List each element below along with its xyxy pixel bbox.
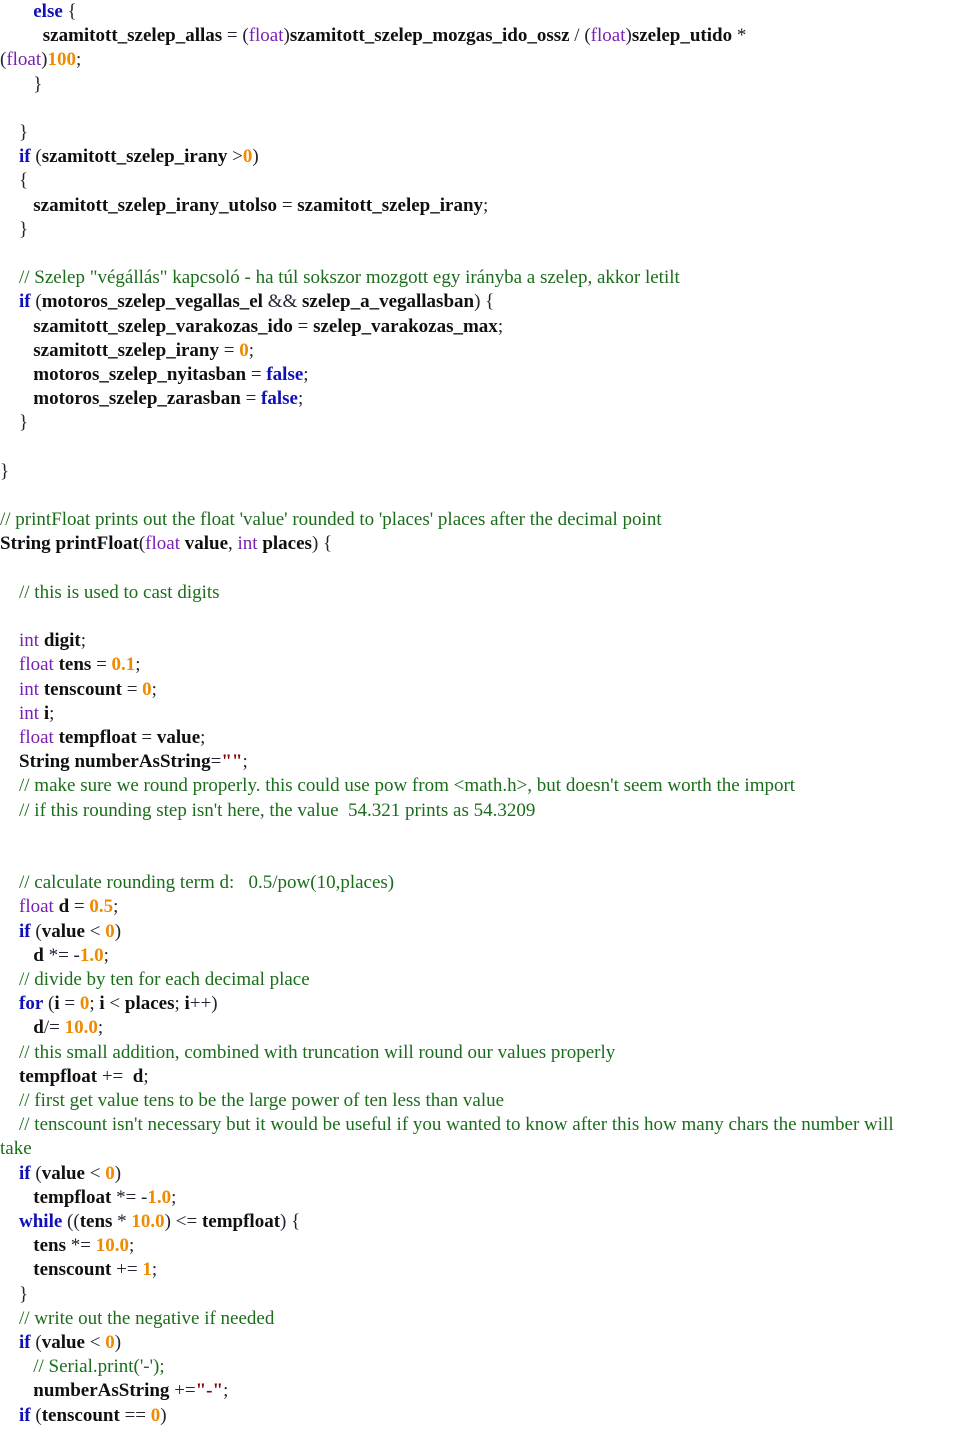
code-token-number-literal: 0: [239, 339, 249, 361]
code-token-comment: // this is used to cast digits: [0, 581, 220, 603]
code-token-keyword: false: [266, 364, 304, 385]
code-token-punctuation: ;: [89, 993, 100, 1015]
code-line: [0, 145, 960, 169]
code-token-punctuation: ): [114, 1332, 122, 1353]
code-token-number-literal: 0: [142, 678, 152, 700]
code-token-punctuation: *: [112, 1211, 132, 1232]
code-token-type-name: int: [19, 678, 40, 700]
code-token-identifier: szamitott_szelep_irany: [297, 194, 484, 216]
code-line: [0, 484, 960, 508]
code-token-indent: [0, 679, 19, 700]
code-token-indent: [0, 703, 19, 724]
code-line: [0, 895, 960, 919]
code-token-indent: [0, 1332, 19, 1353]
code-line: [0, 1113, 960, 1137]
code-token-identifier: i: [99, 993, 105, 1015]
code-line: [0, 557, 960, 581]
code-token-identifier: d: [132, 1065, 144, 1087]
code-token-identifier: tenscount: [43, 678, 122, 700]
code-token-identifier: value: [41, 1162, 85, 1184]
code-token-identifier: value: [41, 920, 85, 942]
code-line: [0, 290, 960, 314]
code-token-punctuation: (: [30, 146, 42, 168]
code-line: [0, 968, 960, 992]
code-token-punctuation: ;: [171, 1186, 177, 1208]
code-line: [0, 1379, 960, 1403]
code-line: [0, 339, 960, 363]
code-token-identifier: tens: [79, 1211, 113, 1232]
code-token-type-name: String: [19, 751, 70, 773]
code-line: [0, 1210, 960, 1234]
code-token-identifier: szamitott_szelep_allas: [42, 25, 223, 47]
code-token-punctuation: (: [43, 993, 55, 1015]
code-line: [0, 169, 960, 193]
code-token-punctuation: /=: [43, 1017, 65, 1039]
code-token-punctuation: ;: [483, 194, 489, 216]
code-token-number-literal: 0: [242, 146, 253, 168]
code-token-number-literal: 0: [150, 1404, 161, 1426]
code-token-comment: // if this rounding step isn't here, the value 54.321 prints as 54.3209: [0, 799, 536, 821]
code-token-identifier: tens: [58, 654, 92, 676]
code-token-type-name: float: [145, 533, 180, 555]
code-line: [0, 0, 960, 24]
code-token-punctuation: *= -: [111, 1186, 148, 1208]
code-token-punctuation: ;: [248, 339, 254, 361]
code-token-punctuation: <: [84, 1162, 106, 1184]
code-token-keyword: if: [19, 1404, 31, 1426]
code-token-identifier: szamitott_szelep_varakozas_ido: [33, 315, 293, 337]
code-token-punctuation: ) {: [474, 291, 495, 313]
code-token-comment: // printFloat prints out the float 'value' rounded to 'places' places after the decimal point: [0, 509, 662, 531]
code-token-identifier: motoros_szelep_vegallas_el: [41, 291, 263, 313]
code-token-type-name: int: [19, 630, 40, 652]
code-token-type-name: String: [0, 533, 51, 555]
code-token-indent: [0, 654, 19, 675]
code-token-indent: [0, 921, 19, 942]
code-token-punctuation: ;: [97, 1017, 104, 1039]
code-token-indent: [0, 1405, 19, 1426]
code-line: [0, 532, 960, 556]
code-token-punctuation: ;: [128, 1235, 135, 1257]
code-token-comment: // first get value tens to be the large power of ten less than value: [0, 1090, 505, 1111]
code-line: [0, 823, 960, 847]
code-token-identifier: szamitott_szelep_irany_utolso: [33, 194, 278, 216]
code-token-identifier: i: [184, 993, 190, 1015]
code-line: [0, 1137, 960, 1161]
code-line: [0, 1283, 960, 1307]
code-line: [0, 1234, 960, 1258]
code-token-punctuation: {: [62, 1, 77, 22]
code-token-identifier: szamitott_szelep_irany: [41, 146, 228, 168]
code-line: [0, 653, 960, 677]
code-token-identifier: places: [124, 993, 175, 1015]
code-token-punctuation: =: [246, 364, 267, 385]
code-token-identifier: value: [184, 533, 229, 555]
code-line: [0, 387, 960, 411]
code-line: [0, 363, 960, 387]
code-token-identifier: tempfloat: [58, 727, 137, 748]
code-token-number-literal: 1.0: [147, 1186, 172, 1208]
code-line: [0, 581, 960, 605]
code-token-indent: [0, 751, 19, 772]
code-line: [0, 73, 960, 97]
code-line: [0, 605, 960, 629]
code-line: [0, 97, 960, 121]
code-token-punctuation: ) <=: [164, 1211, 202, 1232]
code-line: [0, 218, 960, 242]
code-line: [0, 944, 960, 968]
code-token-punctuation: &&: [262, 291, 303, 313]
code-token-comment: // divide by ten for each decimal place: [0, 969, 310, 990]
code-token-indent: [0, 388, 33, 409]
code-token-punctuation: ,: [228, 533, 238, 555]
code-token-punctuation: *= -: [43, 944, 80, 966]
code-token-indent: [0, 1017, 33, 1038]
code-token-type-name: float: [248, 25, 284, 47]
code-token-identifier: value: [156, 727, 201, 748]
code-token-indent: [0, 1380, 33, 1401]
code-line: [0, 871, 960, 895]
code-token-indent: [0, 727, 19, 748]
code-line: [0, 1258, 960, 1282]
code-token-type-name: float: [590, 25, 626, 47]
code-token-indent: [0, 1211, 19, 1232]
code-line: [0, 1016, 960, 1040]
code-token-identifier: places: [262, 533, 312, 555]
code-token-punctuation: ): [252, 146, 259, 168]
code-token-punctuation: (: [30, 1332, 42, 1353]
code-token-punctuation: ==: [119, 1404, 151, 1426]
code-token-punctuation: =: [292, 315, 314, 337]
code-token-punctuation: ) {: [311, 533, 333, 555]
code-token-punctuation: ;: [151, 678, 157, 700]
code-token-identifier: motoros_szelep_nyitasban: [33, 364, 247, 385]
code-token-punctuation: ;: [143, 1065, 149, 1087]
code-token-type-name: float: [19, 654, 54, 676]
code-token-punctuation: {: [0, 170, 29, 192]
code-line: [0, 460, 960, 484]
code-line: [0, 1089, 960, 1113]
code-token-punctuation: =: [59, 993, 80, 1015]
code-token-identifier: tempfloat: [19, 1065, 98, 1087]
code-token-identifier: d: [33, 1017, 44, 1039]
code-token-punctuation: / (: [569, 25, 591, 47]
code-token-punctuation: ;: [223, 1380, 229, 1402]
code-token-indent: [0, 1187, 33, 1208]
code-token-punctuation: ;: [297, 388, 304, 410]
code-token-number-literal: 10.0: [131, 1211, 165, 1232]
code-token-indent: [0, 1235, 33, 1256]
code-token-identifier: printFloat: [55, 533, 139, 555]
code-token-comment: // Serial.print('-');: [0, 1356, 165, 1378]
code-token-punctuation: ): [625, 25, 632, 47]
code-token-identifier: szelep_a_vegallasban: [302, 291, 475, 313]
code-token-identifier: motoros_szelep_zarasban: [33, 388, 241, 410]
code-line: [0, 315, 960, 339]
code-token-comment: // tenscount isn't necessary but it would be useful if you wanted to know after this how many chars the number will: [0, 1114, 894, 1136]
code-token-indent: [0, 1066, 19, 1087]
code-token-punctuation: +=: [169, 1380, 196, 1402]
code-token-type-name: int: [19, 702, 40, 724]
code-line: [0, 1162, 960, 1186]
code-token-punctuation: }: [0, 218, 29, 240]
code-token-number-literal: 0: [105, 920, 115, 942]
code-token-number-literal: 10.0: [95, 1235, 129, 1257]
code-line: [0, 702, 960, 726]
code-token-punctuation: ;: [497, 315, 504, 337]
code-line: [0, 1331, 960, 1355]
code-token-number-literal: 0: [105, 1332, 115, 1353]
code-token-indent: [0, 195, 33, 216]
code-token-indent: [0, 316, 33, 337]
code-token-punctuation: }: [0, 1283, 29, 1305]
code-token-punctuation: ;: [174, 993, 185, 1015]
code-token-punctuation: (: [138, 533, 146, 555]
code-token-punctuation: <: [104, 993, 125, 1015]
code-token-identifier: i: [54, 993, 60, 1015]
code-token-string-literal: "": [221, 751, 243, 773]
code-token-keyword: if: [19, 146, 31, 168]
code-token-punctuation: =: [277, 194, 298, 216]
code-token-punctuation: *=: [65, 1235, 96, 1257]
code-line: [0, 411, 960, 435]
code-token-comment: // make sure we round properly. this could use pow from <math.h>, but doesn't seem worth the import: [0, 775, 796, 797]
code-token-indent: [0, 1163, 19, 1184]
code-line: [0, 992, 960, 1016]
code-line: [0, 242, 960, 266]
code-token-punctuation: (: [30, 1162, 42, 1184]
code-token-punctuation: *: [732, 25, 747, 47]
code-token-type-name: float: [6, 49, 42, 71]
code-token-punctuation: }: [0, 73, 43, 95]
code-token-indent: [0, 291, 19, 312]
code-token-identifier: szamitott_szelep_mozgas_ido_ossz: [289, 25, 570, 47]
code-token-identifier: szelep_varakozas_max: [313, 315, 498, 337]
code-token-indent: [0, 945, 33, 966]
code-token-number-literal: 10.0: [64, 1017, 98, 1039]
code-token-number-literal: 0.1: [111, 654, 136, 676]
code-token-punctuation: ;: [242, 751, 248, 773]
code-token-punctuation: = (: [222, 25, 249, 47]
code-token-keyword: if: [19, 1332, 31, 1353]
code-token-keyword: if: [19, 920, 31, 942]
code-token-punctuation: ) {: [280, 1211, 301, 1232]
code-token-punctuation: =: [240, 388, 262, 410]
code-line: [0, 1355, 960, 1379]
code-token-comment: // write out the negative if needed: [0, 1307, 275, 1329]
code-token-number-literal: 1.0: [79, 944, 104, 966]
code-token-punctuation: ((: [62, 1211, 80, 1232]
code-token-punctuation: ;: [151, 1259, 158, 1281]
code-token-indent: [0, 1259, 33, 1280]
code-token-keyword: for: [19, 993, 44, 1015]
code-token-number-literal: 0: [105, 1162, 115, 1184]
code-token-punctuation: =: [69, 896, 90, 918]
code-token-identifier: numberAsString: [33, 1380, 170, 1402]
code-token-punctuation: }: [0, 460, 10, 482]
code-token-indent: [0, 340, 33, 361]
code-token-punctuation: ;: [135, 654, 141, 676]
code-token-identifier: tenscount: [33, 1259, 112, 1281]
code-line: [0, 436, 960, 460]
code-token-punctuation: ): [114, 920, 122, 942]
code-token-punctuation: ): [160, 1404, 167, 1426]
code-token-type-name: float: [19, 896, 54, 918]
code-token-punctuation: =: [210, 751, 222, 773]
code-token-type-name: float: [19, 727, 54, 748]
code-line: [0, 678, 960, 702]
code-token-number-literal: 100: [47, 49, 76, 71]
code-token-identifier: value: [41, 1332, 85, 1353]
code-token-punctuation: <: [84, 920, 106, 942]
code-token-indent: [0, 993, 19, 1014]
code-line: [0, 1041, 960, 1065]
code-token-identifier: tens: [33, 1235, 66, 1257]
code-token-identifier: szelep_utido: [631, 25, 733, 47]
code-line: [0, 920, 960, 944]
code-line: [0, 1186, 960, 1210]
code-token-number-literal: 0: [79, 993, 90, 1015]
code-token-punctuation: >: [227, 146, 243, 168]
code-token-punctuation: ;: [113, 896, 119, 918]
code-token-punctuation: ): [283, 25, 290, 47]
code-token-indent: [0, 896, 19, 917]
code-token-punctuation: ): [114, 1162, 122, 1184]
code-token-punctuation: ;: [75, 49, 82, 71]
code-line: [0, 629, 960, 653]
code-token-identifier: d: [33, 944, 44, 966]
code-token-punctuation: (: [0, 49, 7, 71]
code-token-punctuation: =: [218, 339, 240, 361]
code-token-identifier: i: [43, 702, 50, 724]
code-token-punctuation: ): [41, 49, 48, 71]
code-token-punctuation: (: [30, 291, 42, 313]
code-line: [0, 266, 960, 290]
code-line: [0, 750, 960, 774]
code-token-punctuation: ;: [49, 702, 55, 724]
code-token-keyword: false: [261, 388, 298, 410]
code-line: [0, 24, 960, 48]
code-token-identifier: digit: [43, 630, 81, 652]
code-token-punctuation: =: [136, 727, 157, 748]
code-token-number-literal: 1: [142, 1259, 152, 1281]
code-token-punctuation: ;: [103, 944, 109, 966]
code-token-number-literal: 0.5: [89, 896, 114, 918]
code-token-indent: [0, 630, 19, 651]
code-line: [0, 1307, 960, 1331]
code-token-indent: [0, 146, 19, 167]
code-token-punctuation: ++): [189, 993, 218, 1015]
code-token-comment: // Szelep "végállás" kapcsoló - ha túl sokszor mozgott egy irányba a szelep, akkor letilt: [0, 267, 680, 289]
code-line: [0, 847, 960, 871]
code-token-punctuation: <: [84, 1332, 106, 1353]
code-token-punctuation: (: [30, 1404, 42, 1426]
code-token-identifier: tenscount: [41, 1404, 120, 1426]
code-token-string-literal: "-": [195, 1380, 224, 1402]
code-token-punctuation: ;: [200, 727, 206, 748]
code-line: [0, 774, 960, 798]
code-token-keyword: if: [19, 1162, 31, 1184]
code-token-type-name: int: [237, 533, 258, 555]
code-token-comment: take: [0, 1138, 32, 1160]
code-token-indent: [0, 364, 33, 385]
code-token-punctuation: +=: [111, 1259, 143, 1281]
code-token-indent: [0, 25, 43, 46]
code-line: [0, 799, 960, 823]
code-token-keyword: while: [19, 1211, 63, 1232]
code-token-identifier: d: [58, 896, 70, 918]
code-token-identifier: tempfloat: [201, 1211, 281, 1232]
code-line: [0, 726, 960, 750]
code-token-punctuation: ;: [303, 364, 309, 385]
code-line: [0, 48, 960, 72]
code-line: [0, 508, 960, 532]
code-token-punctuation: }: [0, 412, 29, 434]
code-token-keyword: if: [19, 291, 31, 313]
code-token-punctuation: ;: [80, 630, 87, 652]
code-token-comment: // calculate rounding term d: 0.5/pow(10,places): [0, 872, 395, 894]
code-line: [0, 1065, 960, 1089]
code-token-punctuation: (: [30, 920, 42, 942]
code-token-punctuation: =: [91, 654, 112, 676]
code-token-punctuation: =: [121, 678, 143, 700]
code-token-keyword: else: [33, 1, 63, 22]
code-token-punctuation: }: [0, 122, 29, 143]
code-token-indent: [0, 1, 33, 22]
code-token-identifier: numberAsString: [74, 751, 211, 773]
code-line: [0, 1404, 960, 1428]
code-token-identifier: tempfloat: [33, 1186, 112, 1208]
code-token-identifier: szamitott_szelep_irany: [33, 339, 219, 361]
code-line: [0, 194, 960, 218]
code-line: [0, 121, 960, 145]
code-token-comment: // this small addition, combined with truncation will round our values properly: [0, 1041, 616, 1063]
code-token-punctuation: +=: [97, 1065, 133, 1087]
